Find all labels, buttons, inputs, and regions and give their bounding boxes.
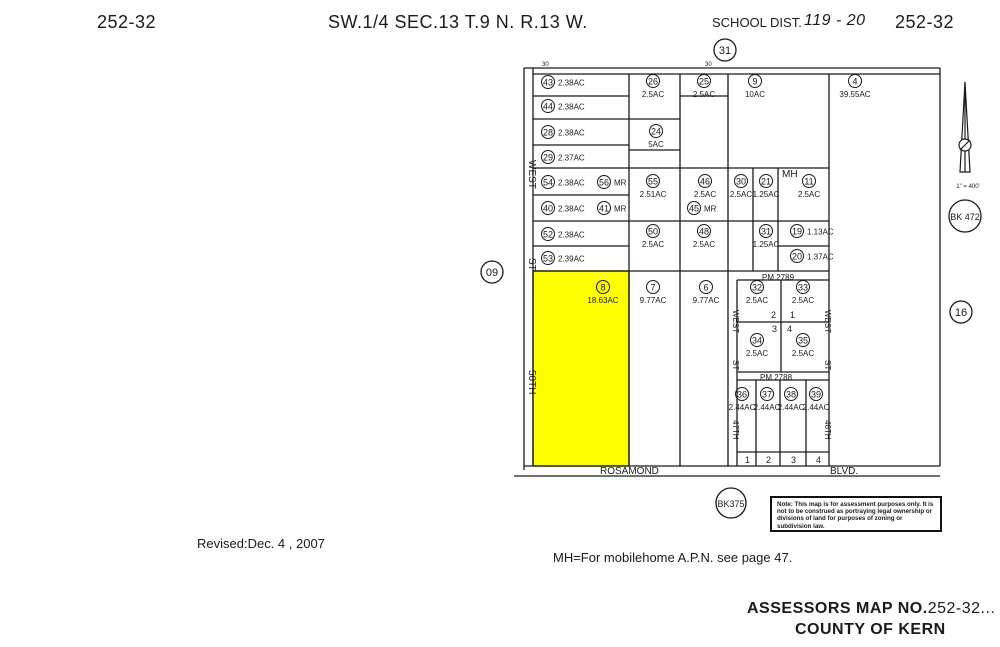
adjacent-map-number-top: 31 [718,45,732,57]
parcel-number: 35 [797,335,809,346]
street-46th-label: 46TH [823,420,832,440]
parcel-acreage: 9.77AC [639,296,667,305]
parcel-number: 20 [791,251,803,262]
parcel-number: 29 [542,152,554,163]
street-west-label: WEST [526,160,537,189]
parcel-number: 46 [699,176,711,187]
dimension-label: 30 [542,62,549,68]
parcel-acreage: 2.5AC [797,190,821,199]
revised-date: Revised:Dec. 4 , 2007 [197,536,325,551]
parcel-number: 56 [598,177,610,188]
assessors-map-label [747,600,995,618]
parcel-acreage: 2.44AC [777,403,805,412]
lot-number: 3 [791,455,797,465]
parcel-number: 30 [735,176,747,187]
parcel-acreage: 2.5AC [692,240,716,249]
lot-number: 2 [771,310,777,320]
lot-number: 2 [766,455,772,465]
lot-number: 4 [787,324,793,334]
street-46-st-label: ST [823,360,832,371]
parcel-number: 54 [542,177,554,188]
parcel-number: 19 [791,226,803,237]
lot-number: 3 [772,324,778,334]
parcel-acreage: MR [614,178,627,188]
map-number-left: 252-32 [97,12,157,32]
county-label: COUNTY OF KERN [795,621,946,638]
map-number-right: 252-32 [895,12,955,32]
parcel-acreage: 2.38AC [558,102,585,112]
parcel-number: 50 [647,226,659,237]
parcel-number: 55 [647,176,659,187]
parcel-acreage: 1.13AC [807,227,834,237]
school-district-label: SCHOOL DIST. [712,15,802,30]
book-number-bottom: BK375 [717,499,745,509]
parcel-acreage: 2.5AC [745,296,769,305]
parcel-acreage: 2.5AC [693,190,717,199]
parcel-acreage: 18.63AC [587,296,619,305]
disclaimer-note: Note: This map is for assessment purposes only. It is not to be construed as portraying legal ownership or divisions of land for purposes of zoning or subdivision law. [770,496,942,532]
parcel-map-2788-label: PM 2788 [760,373,793,382]
parcel-acreage: 2.5AC [791,349,815,358]
lot-number: 1 [790,310,796,320]
parcel-number: 33 [797,282,809,293]
street-47-st-label: ST [731,360,740,371]
parcel-acreage: 2.37AC [558,153,585,163]
parcel-acreage: 2.44AC [802,403,830,412]
adjacent-map-number-right: 16 [954,307,968,319]
parcel-number: 9 [752,76,758,87]
parcel-number: 41 [598,203,610,214]
parcel-map-2789-label: PM 2789 [762,273,795,282]
dimension-label-2: 30 [705,62,712,68]
street-47th-label: 47TH [731,420,740,440]
parcel-acreage: 2.39AC [558,254,585,264]
mobilehome-marker: MH [782,169,798,180]
parcel-number: 36 [736,389,748,400]
parcel-number: 34 [751,335,763,346]
parcel-acreage: 2.5AC [729,190,753,199]
parcel-number: 7 [650,282,656,293]
parcel-number: 8 [600,282,606,293]
lot-number: 1 [745,455,751,465]
parcel-acreage: MR [704,204,717,214]
section-location-title: SW.1/4 SEC.13 T.9 N. R.13 W. [328,12,588,32]
parcel-acreage: 2.38AC [558,128,585,138]
blvd-label: BLVD. [830,466,859,477]
street-st-label: ST [526,258,537,271]
parcel-number: 43 [542,77,554,88]
parcel-number: 6 [703,282,709,293]
street-46-west-label: WEST [823,310,832,334]
parcel-number: 38 [785,389,797,400]
rosamond-label: ROSAMOND [600,466,659,477]
lot-number: 4 [816,455,822,465]
parcel-number: 26 [647,76,659,87]
parcel-number: 44 [542,101,554,112]
parcel-number: 4 [852,76,858,87]
parcel-acreage: 2.5AC [791,296,815,305]
parcel-acreage: 2.44AC [753,403,781,412]
parcel-number: 21 [760,176,772,187]
north-arrow-icon [959,82,971,172]
parcel-acreage: 2.5AC [692,90,716,99]
street-50th-label: 50TH [526,370,537,395]
parcel-number: 45 [688,203,700,214]
parcel-number: 37 [761,389,773,400]
parcel-acreage: 2.38AC [558,230,585,240]
parcel-number: 31 [760,226,772,237]
parcel-number: 24 [650,126,662,137]
parcel-acreage: 5AC [648,140,664,149]
parcel-number: 32 [751,282,763,293]
adjacent-map-number-left: 09 [485,267,499,279]
parcel-acreage: 2.51AC [639,190,667,199]
parcel-acreage: 1.25AC [752,190,780,199]
parcel-acreage: 39.55AC [839,90,871,99]
parcel-number: 25 [698,76,710,87]
parcel-number: 28 [542,127,554,138]
scale-label: 1" = 400' [956,184,980,190]
book-number-right: BK 472 [950,212,980,222]
school-district-value: 119 - 20 [804,12,866,29]
parcel-acreage: MR [614,204,627,214]
parcel-number: 48 [698,226,710,237]
parcel-acreage: 2.44AC [728,403,756,412]
parcel-acreage: 1.37AC [807,252,834,262]
parcel-number: 11 [804,176,814,187]
parcel-number: 52 [542,229,554,240]
street-47-west-label: WEST [731,310,740,334]
map-no-value: 252-32... [927,600,996,617]
mobilehome-note: MH=For mobilehome A.P.N. see page 47. [553,550,793,565]
parcel-number: 40 [542,203,554,214]
parcel-acreage: 2.38AC [558,78,585,88]
parcel-acreage: 2.38AC [558,178,585,188]
parcel-acreage: 2.5AC [641,240,665,249]
map-no-label: ASSESSORS MAP NO. [747,600,928,617]
parcel-acreage: 2.5AC [745,349,769,358]
parcel-number: 53 [542,253,554,264]
parcel-acreage: 2.5AC [641,90,665,99]
parcel-acreage: 1.25AC [752,240,780,249]
parcel-acreage: 2.38AC [558,204,585,214]
parcel-acreage: 9.77AC [692,296,720,305]
parcel-acreage: 10AC [744,90,766,99]
parcel-number: 39 [810,389,822,400]
